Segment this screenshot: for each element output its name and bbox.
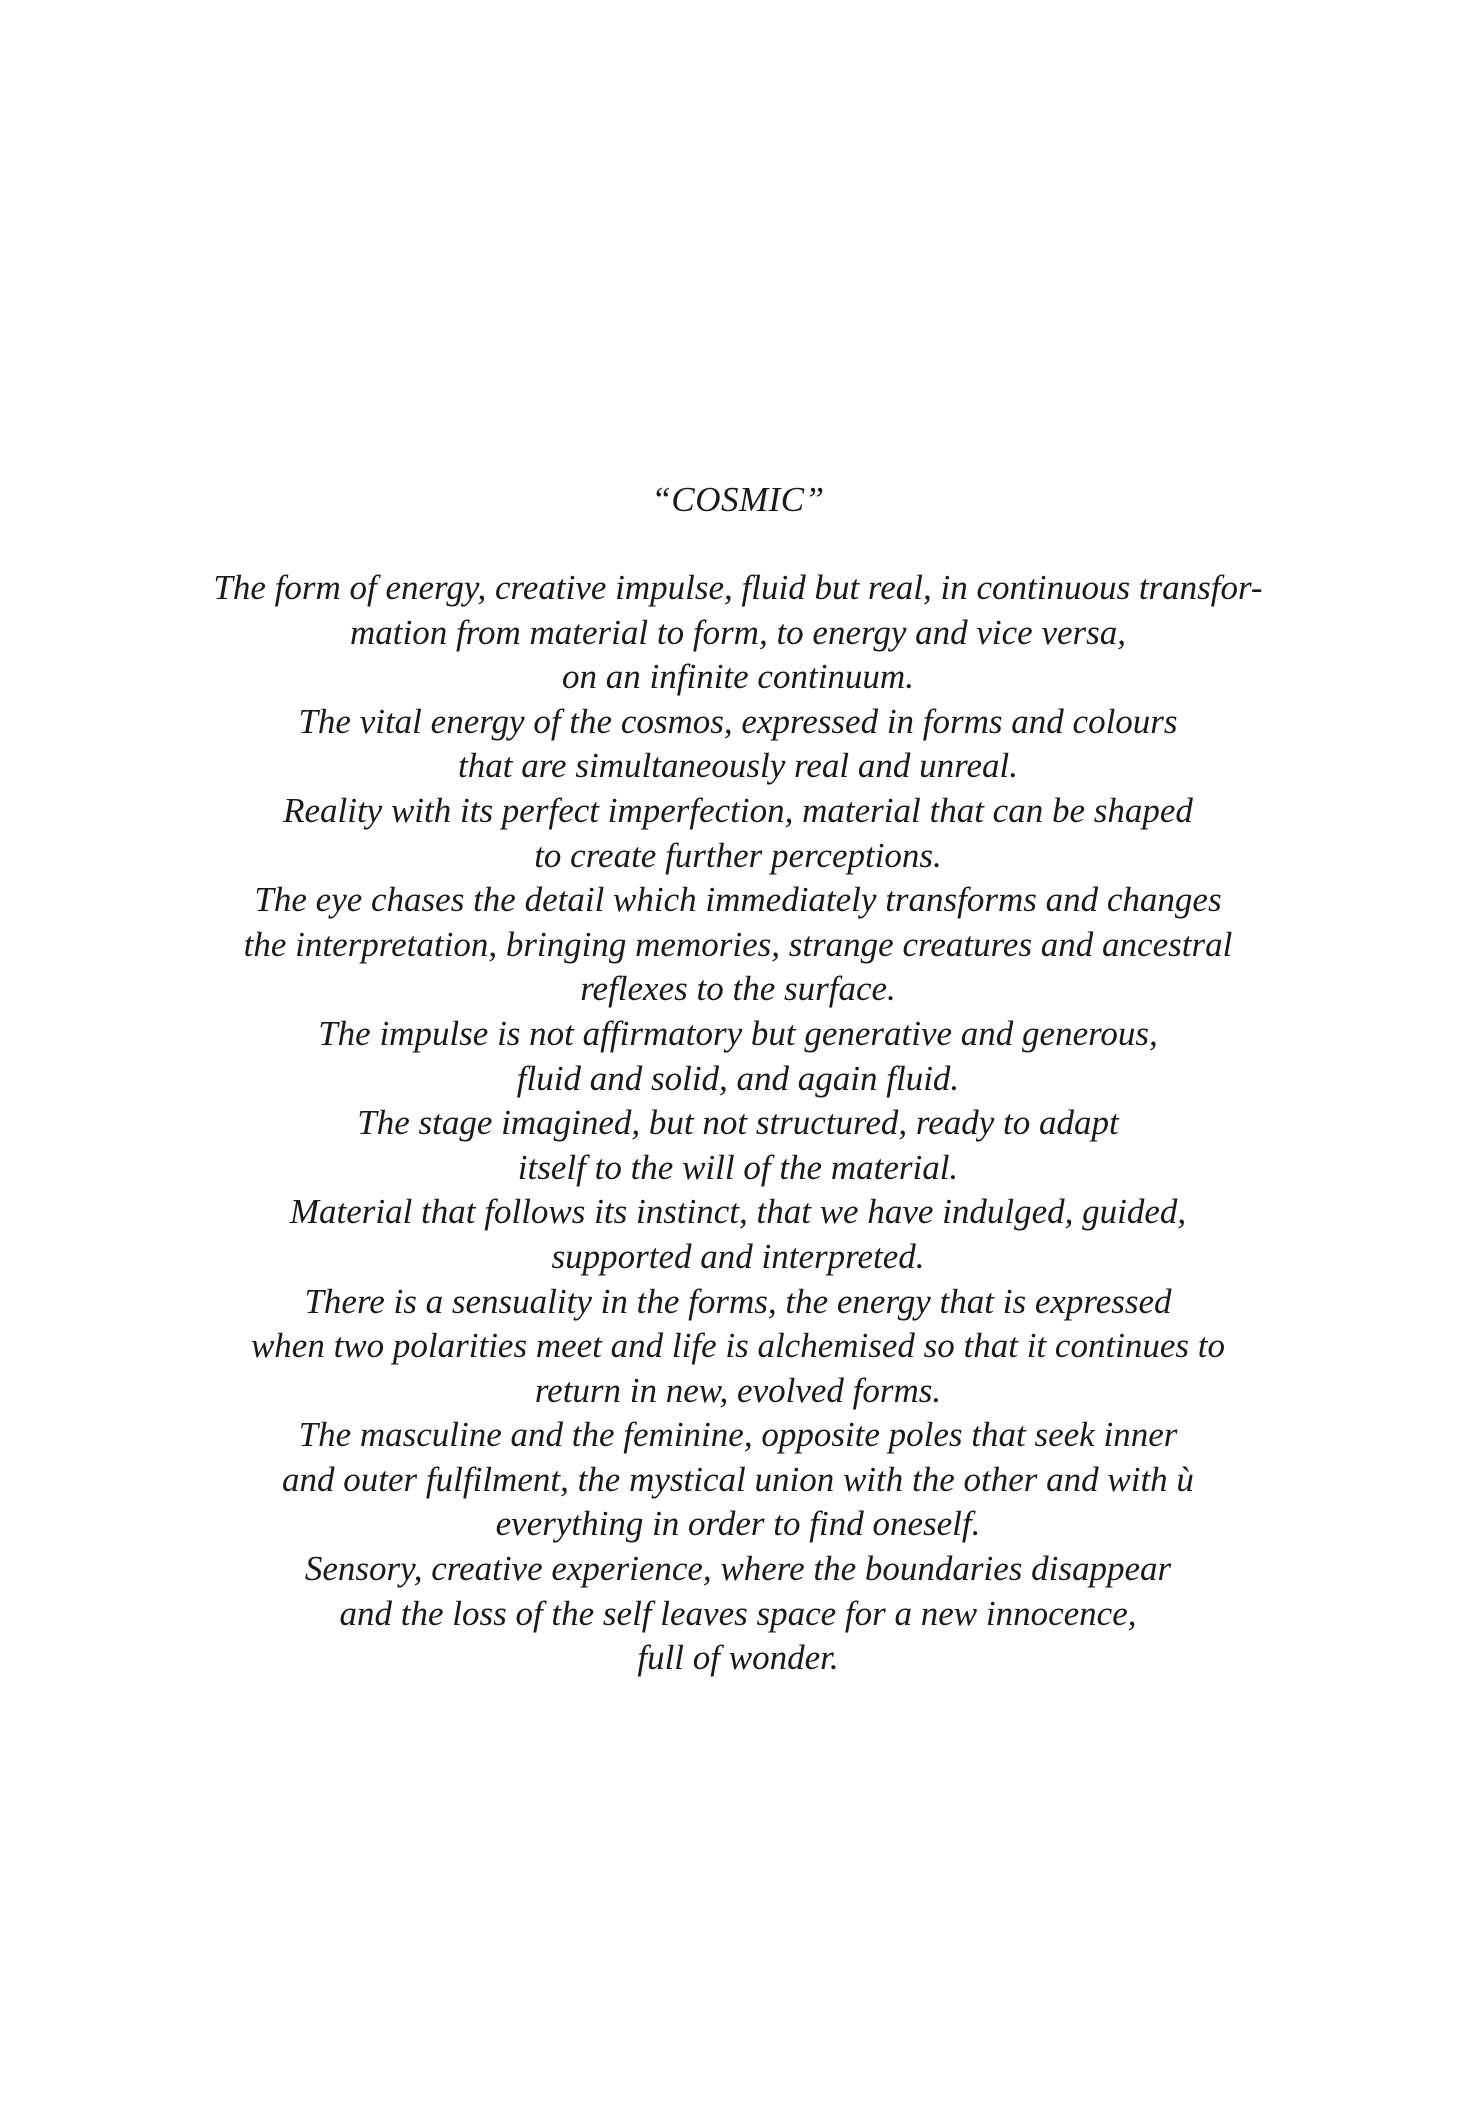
text-line: and outer fulfilment, the mystical union with the other and with ù — [282, 1459, 1194, 1499]
text-line: The impulse is not affirmatory but generative and generous, — [318, 1013, 1158, 1053]
text-line: full of wonder. — [637, 1638, 839, 1678]
text-line: reflexes to the surface. — [580, 969, 896, 1009]
text-line: itself to the will of the material. — [517, 1147, 959, 1187]
page-title: “COSMIC” — [651, 480, 825, 519]
text-line: supported and interpreted. — [551, 1236, 925, 1276]
text-line: Reality with its perfect imperfection, material that can be shaped — [283, 790, 1193, 830]
text-line: Sensory, creative experience, where the boundaries disappear — [304, 1549, 1172, 1589]
text-line: to create further perceptions. — [534, 835, 942, 875]
text-line: The masculine and the feminine, opposite poles that seek inner — [298, 1415, 1178, 1455]
text-line: Material that follows its instinct, that we have indulged, guided, — [289, 1192, 1187, 1232]
text-line: The vital energy of the cosmos, expressed in forms and colours — [298, 701, 1178, 741]
text-line: return in new, evolved forms. — [534, 1370, 942, 1410]
text-line: The eye chases the detail which immediately transforms and changes — [254, 880, 1222, 920]
text-line: that are simultaneously real and unreal. — [458, 746, 1018, 786]
text-line: on an infinite continuum. — [562, 657, 914, 697]
text-line: The stage imagined, but not structured, ready to adapt — [357, 1103, 1119, 1143]
text-line: There is a sensuality in the forms, the energy that is expressed — [304, 1281, 1172, 1321]
text-line: fluid and solid, and again fluid. — [516, 1058, 960, 1098]
text-line: the interpretation, bringing memories, strange creatures and ancestral — [243, 924, 1233, 964]
text-line: everything in order to find oneself. — [495, 1504, 981, 1544]
text-line: The form of energy, creative impulse, fluid but real, in continuous transfor- — [213, 568, 1263, 607]
text-line: and the loss of the self leaves space for a new innocence, — [339, 1593, 1137, 1633]
text-line: mation from material to form, to energy and vice versa, — [349, 612, 1127, 652]
text-line: when two polarities meet and life is alchemised so that it continues to — [250, 1326, 1226, 1366]
poem-text — [90, 566, 1386, 1681]
